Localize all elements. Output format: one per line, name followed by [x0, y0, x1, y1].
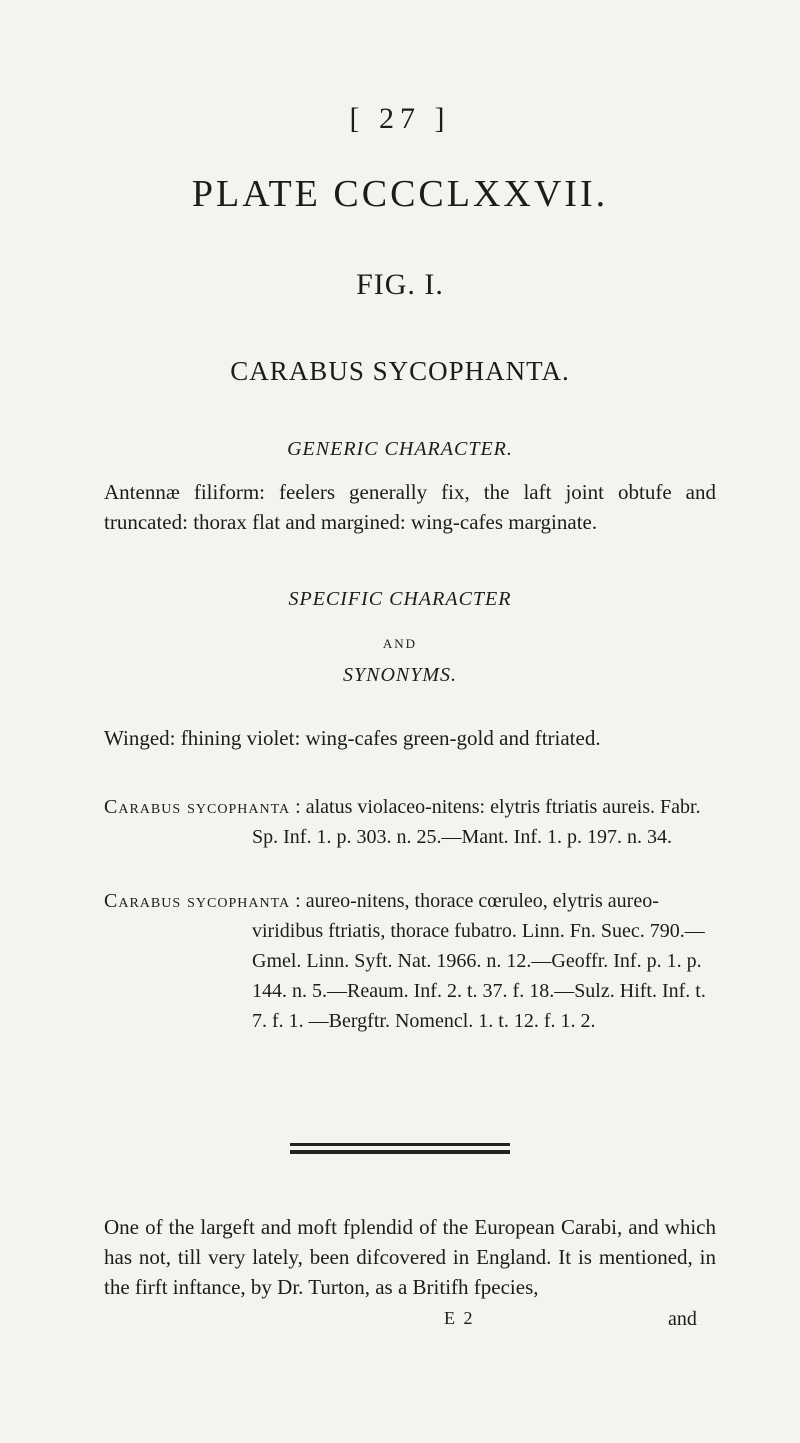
synonym-text: : alatus violaceo-nitens: elytris ftriatis aureis. Fabr. Sp. Inf. 1. p. 303. n. 25.—Mant. Inf. 1. p. 197. n. 34.: [252, 796, 701, 848]
signature-mark: E 2: [444, 1308, 475, 1328]
divider-rule: [290, 1150, 510, 1154]
specific-diagnosis: Winged: fhining violet: wing-cafes green-gold and ftriated.: [104, 726, 601, 750]
synonym-entry: [104, 886, 716, 1036]
synonym-entry: [104, 792, 716, 852]
synonym-name: Carabus sycophanta: [104, 796, 291, 818]
synonym-text: : aureo-nitens, thorace cœruleo, elytris aureo-viridibus ftriatis, thorace fubatro. Linn. Fn. Suec. 790.—Gmel. Linn. Syft. Nat. 1966. n. 12.—Geoffr. Inf. p. 1. p. 144. n. 5.—Reaum. Inf. 2. t. 37. f. 18.—Sulz. Hift. Inf. t. 7. f. 1. —Bergftr. Nomencl. 1. t. 12. f. 1. 2.: [252, 890, 706, 1032]
synonym-name: Carabus sycophanta: [104, 890, 291, 912]
specific-character-heading: SPECIFIC CHARACTER: [288, 588, 512, 610]
plate-title: PLATE CCCCLXXVII.: [191, 173, 609, 215]
generic-character-text: Antennæ filiform: feelers generally fix, the laft joint obtufe and truncated: thorax flat and margined: wing-cafes marginate.: [104, 480, 716, 534]
generic-character-heading: GENERIC CHARACTER.: [287, 438, 513, 460]
figure-label: FIG. I.: [356, 268, 444, 301]
divider-rule: [290, 1143, 510, 1146]
and-word: AND: [382, 636, 418, 651]
species-title: CARABUS SYCOPHANTA.: [230, 356, 570, 386]
catchword: and: [668, 1308, 697, 1330]
page-number: [ 27 ]: [349, 102, 451, 135]
synonyms-heading: SYNONYMS.: [342, 664, 458, 686]
body-paragraph: One of the largeft and moft fplendid of the European Carabi, and which has not, till very lately, been difcovered in England. It is mentioned, in the firft inftance, by Dr. Turton, as a Britifh fpecies,: [104, 1215, 716, 1299]
